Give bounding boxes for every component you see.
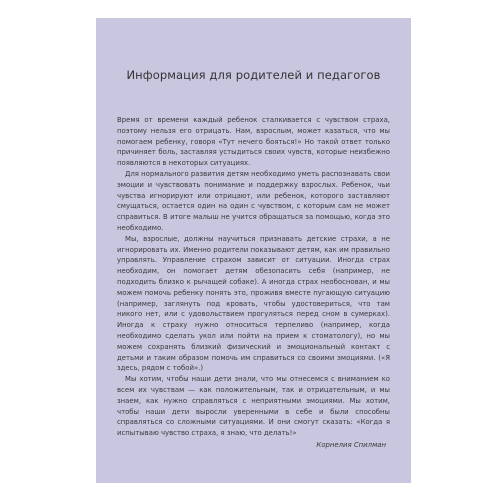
- author-signature: Корнелия Спилман: [316, 440, 386, 449]
- paragraph-managing-fear: Мы, взрослые, должны научиться признавать детские страхи, а не игнорировать их. Именно родители показывают детям, как им правильно управлять. Управление страхом зависит от ситуации. Иногда страх необходим, он помогает детям обезопасить себя (например, не подходить близко к рычащей собаке). А иногда страх необоснован, и мы можем помочь ребенку понять это, проживя вместе пугающую ситуацию (например, заглянуть под кровать, чтобы удостовериться, что там никого нет, или с удовольствием прогуляться перед сном в сумерках). Иногда к страху нужно относиться терпеливо (например, когда необходимо сделать укол или пойти на прием к стоматологу), но мы можем сохранять близкий физический и эмоциональный контакт с детьми и таким образом помочь им справиться со своими эмоциями. («Я здесь, рядом с тобой».): [117, 234, 390, 373]
- paragraph-conclusion: Мы хотим, чтобы наши дети знали, что мы отнесемся с вниманием ко всем их чувствам — как положительным, так и отрицательным, и мы знаем, как нужно справляться с неприятными эмоциями. Мы хотим, чтобы наши дети выросли уверенными в себе и были способны справляться со сложными ситуациями. И они смогут сказать: «Когда я испытываю чувство страха, я знаю, что делать!»: [117, 375, 390, 438]
- paragraph-intro: Время от времени каждый ребенок сталкивается с чувством страха, поэтому нельзя его отрицать. Нам, взрослым, может казаться, что мы помогаем ребенку, говоря «Тут нечего бояться!» Но такой ответ только причиняет боль, заставляя устыдиться своих чувств, которые неизбежно появляются в некоторых ситуациях.: [117, 116, 390, 168]
- document-body: [117, 115, 390, 451]
- document-page: [96, 18, 411, 483]
- paragraph-development: Для нормального развития детям необходимо уметь распознавать свои эмоции и чувствовать понимание и поддержку взрослых. Ребенок, чьи чувства игнорируют или отрицают, или ребенок, которого заставляют смущаться, остается один на один с чувством, с которым сам не может справиться. В итоге малыш не учится обращаться за помощью, когда это необходимо.: [117, 169, 390, 232]
- document-title: Информация для родителей и педагогов: [126, 68, 381, 82]
